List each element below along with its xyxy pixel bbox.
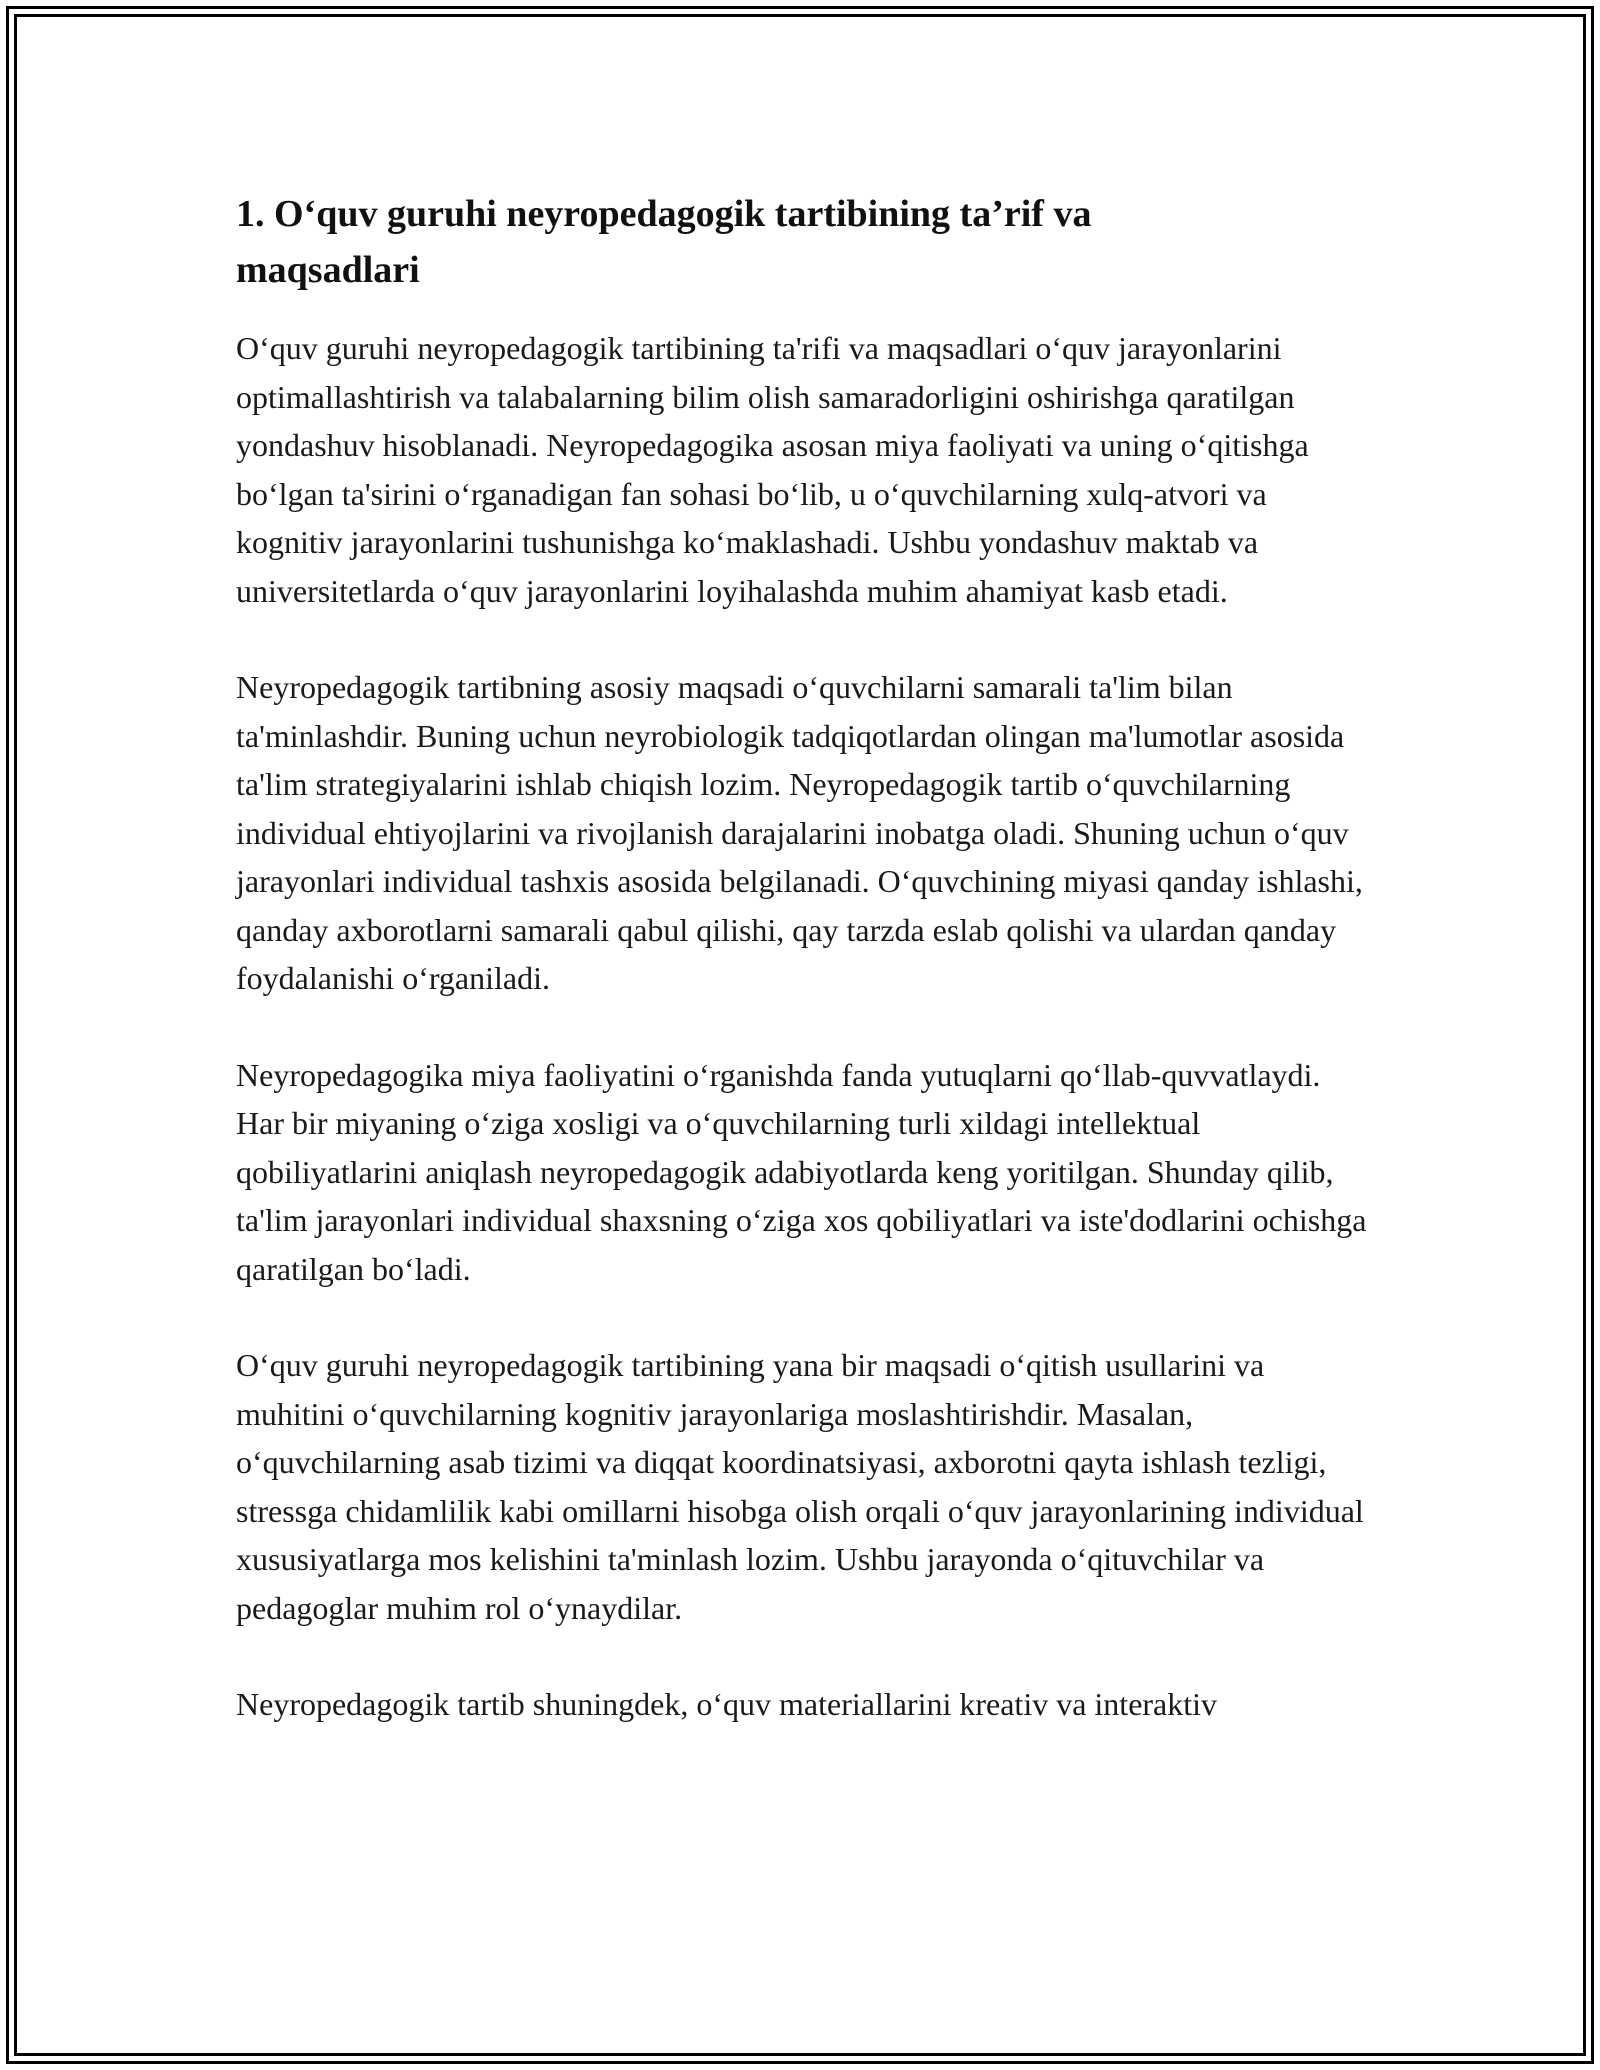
section-heading-line-2: maqsadlari <box>236 249 420 291</box>
paragraph-2: Neyropedagogik tartibning asosiy maqsadi o‘quvchilarni samarali ta'lim bilan ta'minlashdir. Buning uchun neyrobiologik tadqiqotlardan olingan ma'lumotlar asosida ta'lim strategiyalarini ishlab chiqish lozim. Neyropedagogik tartib o‘quvchilarning individual ehtiyojlarini va rivojlanish darajalarini inobatga oladi. Shuning uchun o‘quv jarayonlari individual tashxis asosida belgilanadi. O‘quvchining miyasi qanday ishlashi, qanday axborotlarni samarali qabul qilishi, qay tarzda eslab qolishi va ulardan qanday foydalanishi o‘rganiladi. <box>236 669 1363 996</box>
paragraph-4: O‘quv guruhi neyropedagogik tartibining yana bir maqsadi o‘qitish usullarini va muhitini o‘quvchilarning kognitiv jarayonlariga moslashtirishdir. Masalan, o‘quvchilarning asab tizimi va diqqat koordinatsiyasi, axborotni qayta ishlash tezligi, stressga chidamlilik kabi omillarni hisobga olish orqali o‘quv jarayonlarining individual xususiyatlarga mos kelishini ta'minlash lozim. Ushbu jarayonda o‘qituvchilar va pedagoglar muhim rol o‘ynaydilar. <box>236 1347 1364 1626</box>
document-body <box>236 186 1376 1729</box>
section-heading <box>236 186 1376 298</box>
paragraph-1: O‘quv guruhi neyropedagogik tartibining ta'rifi va maqsadlari o‘quv jarayonlarini optimallashtirish va talabalarning bilim olish samaradorligini oshirishga qaratilgan yondashuv hisoblanadi. Neyropedagogika asosan miya faoliyati va uning o‘qitishga bo‘lgan ta'sirini o‘rganadigan fan sohasi bo‘lib, u o‘quvchilarning xulq-atvori va kognitiv jarayonlarini tushunishga ko‘maklashadi. Ushbu yondashuv maktab va universitetlarda o‘quv jarayonlarini loyihalashda muhim ahamiyat kasb etadi. <box>236 330 1309 609</box>
paragraph-5: Neyropedagogik tartib shuningdek, o‘quv materiallarini kreativ va interaktiv <box>236 1686 1218 1722</box>
section-heading-line-1: 1. O‘quv guruhi neyropedagogik tartibining ta’rif va <box>236 193 1092 235</box>
paragraph-3: Neyropedagogika miya faoliyatini o‘rganishda fanda yutuqlarni qo‘llab-quvvatlaydi. Har bir miyaning o‘ziga xosligi va o‘quvchilarning turli xildagi intellektual qobiliyatlarini aniqlash neyropedagogik adabiyotlarda keng yoritilgan. Shunday qilib, ta'lim jarayonlari individual shaxsning o‘ziga xos qobiliyatlari va iste'dodlarini ochishga qaratilgan bo‘ladi. <box>236 1056 1367 1287</box>
